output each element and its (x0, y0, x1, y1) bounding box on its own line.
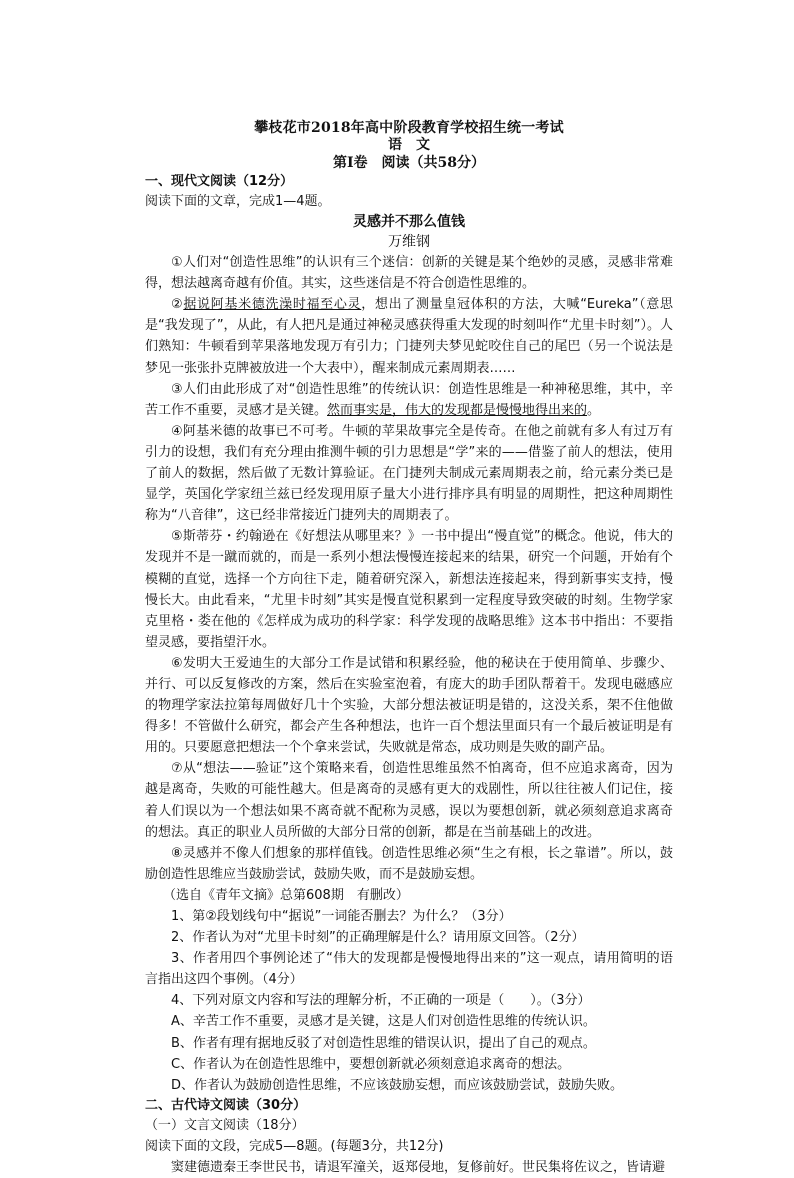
paragraph-8: ⑧灵感并不像人们想象的那样值钱。创造性思维必须“生之有根，长之靠谱”。所以，鼓励创造性思维应当鼓励尝试，鼓励失败，而不是鼓励妄想。 (145, 845, 673, 882)
question-4-option-c: C、作者认为在创造性思维中，要想创新就必须刻意追求离奇的想法。 (171, 1056, 571, 1072)
essay-author: 万维钢 (388, 234, 430, 251)
paragraph-2-mark: ② (171, 297, 184, 313)
question-4-option-b: B、作者有理有据地反驳了对创造性思维的错误认识，提出了自己的观点。 (171, 1035, 596, 1051)
classical-instruction: 阅读下面的文段，完成5—8题。(每题3分，共12分) (145, 1138, 444, 1154)
underlined-sentence-p3: 然而事实是，伟大的发现都是慢慢地得出来的 (327, 402, 588, 418)
paragraph-4: ④阿基米德的故事已不可考。牛顿的苹果故事完全是传奇。在他之前就有多人有过万有引力的设想，我们有充分理由推测牛顿的引力思想是“学”来的——借鉴了前人的想法，使用了前人的数据，然后做了无数计算验证。在门捷列夫制成元素周期表之前，给元素分类已是显学，英国化学家纽兰兹已经发现用原子量大小进行排序具有明显的周期性，把这种周期性称为“八音律”，这已经非常接近门捷列夫的周期表了。 (145, 423, 673, 524)
paragraph-1: ①人们对“创造性思维”的认识有三个迷信：创新的关键是某个绝妙的灵感，灵感非常难得，想法越离奇越有价值。其实，这些迷信是不符合创造性思维的。 (145, 255, 673, 292)
question-3: 3、作者用四个事例论述了“伟大的发现都是慢慢地得出来的”这一观点，请用简明的语言指出这四个事例。（4分） (145, 951, 673, 988)
underlined-sentence-p2: 据说阿基米德洗澡时福至心灵 (183, 297, 362, 313)
section-heading-classical: 二、古代诗文阅读（30分） (145, 1097, 307, 1113)
paragraph-5: ⑤斯蒂芬・约翰逊在《好想法从哪里来？》一书中提出“慢直觉”的概念。他说，伟大的发现并不是一蹴而就的，而是一系列小想法慢慢连接起来的结果，研究一个问题，开始有个模糊的直觉，选择一个方向往下走，随着研究深入，新想法连接起来，得到新事实支持，慢慢长大。由此看来，“尤里卡时刻”其实是慢直觉积累到一定程度导致突破的时刻。生物学家克里格・娄在他的《怎样成为成功的科学家：科学发现的战略思维》这本书中指出：不要指望灵感，要指望汗水。 (145, 529, 673, 650)
question-4: 4、下列对原文内容和写法的理解分析，不正确的一项是（ ）。（3分） (171, 993, 591, 1009)
paragraph-2-text: ，想出了测量皇冠体积的方法，大喊“Eureka”（意思是“我发现了”，从此，有人把凡是通过神秘灵感获得重大发现的时刻叫作“尤里卡时刻”）。人们熟知：牛顿看到苹果落地发现万有引力；门捷列夫梦见蛇咬住自己的尾巴（另一个说法是梦见一张张扑克牌被放进一个大表中），醒来制成元素周期表…… (145, 297, 673, 376)
paragraph-3-text: ③人们由此形成了对“创造性思维”的传统认识：创造性思维是一种神秘思维，其中，辛苦工作不重要，灵感才是关键。 (145, 381, 673, 418)
exam-title: 攀枝花市2018年高中阶段教育学校招生统一考试 (254, 120, 564, 136)
source-note: （选自《青年文摘》总第608期 有删改） (163, 887, 409, 903)
paragraph-7: ⑦从“想法——验证”这个策略来看，创造性思维虽然不怕离奇，但不应追求离奇，因为越是离奇，失败的可能性越大。但是离奇的灵感有更大的戏剧性，所以往往被人们记住，接着人们误以为一个想法如果不离奇就不配称为灵感，误以为要想创新，就必须刻意追求离奇的想法。真正的职业人员所做的大部分日常的创新，都是在当前基础上的改进。 (145, 761, 673, 840)
section-instruction: 阅读下面的文章，完成1—4题。 (145, 194, 331, 209)
exam-page (145, 120, 673, 1178)
paragraph-3 (145, 379, 673, 421)
classical-paragraph-1: 窦建德遗秦王李世民书，请退军潼关，返郑侵地，复修前好。世民集将佐议之，皆请避 (171, 1160, 666, 1176)
section-heading-modern: 一、现代文阅读（12分） (145, 174, 294, 189)
essay-title: 灵感并不那么值钱 (353, 214, 465, 231)
question-4-option-a: A、辛苦工作不重要，灵感才是关键，这是人们对创造性思维的传统认识。 (171, 1014, 596, 1030)
question-1: 1、第②段划线句中“据说”一词能否删去？为什么？（3分） (171, 909, 512, 924)
question-2: 2、作者认为对“尤里卡时刻”的正确理解是什么？请用原文回答。（2分） (171, 930, 585, 946)
paragraph-3-end: 。 (587, 402, 601, 418)
sub-section-heading: （一）文言文阅读（18分） (145, 1117, 305, 1133)
volume-heading: 第Ⅰ卷 阅读（共58分） (332, 155, 486, 171)
question-4-option-d: D、作者认为鼓励创造性思维，不应该鼓励妄想，而应该鼓励尝试，鼓励失败。 (171, 1077, 624, 1093)
subject-label: 语 文 (388, 137, 430, 153)
paragraph-6: ⑥发明大王爱迪生的大部分工作是试错和积累经验，他的秘诀在于使用简单、步骤少、并行、可以反复修改的方案，然后在实验室泡着，有庞大的助手团队帮着干。发现电磁感应的物理学家法拉第每周做好几十个实验，大部分想法被证明是错的，这没关系，架不住他做得多！不管做什么研究，都会产生各种想法，也许一百个想法里面只有一个最后被证明是有用的。只要愿意把想法一个个拿来尝试，失败就是常态，成功则是失败的副产品。 (145, 655, 673, 756)
paragraph-2 (145, 294, 673, 378)
